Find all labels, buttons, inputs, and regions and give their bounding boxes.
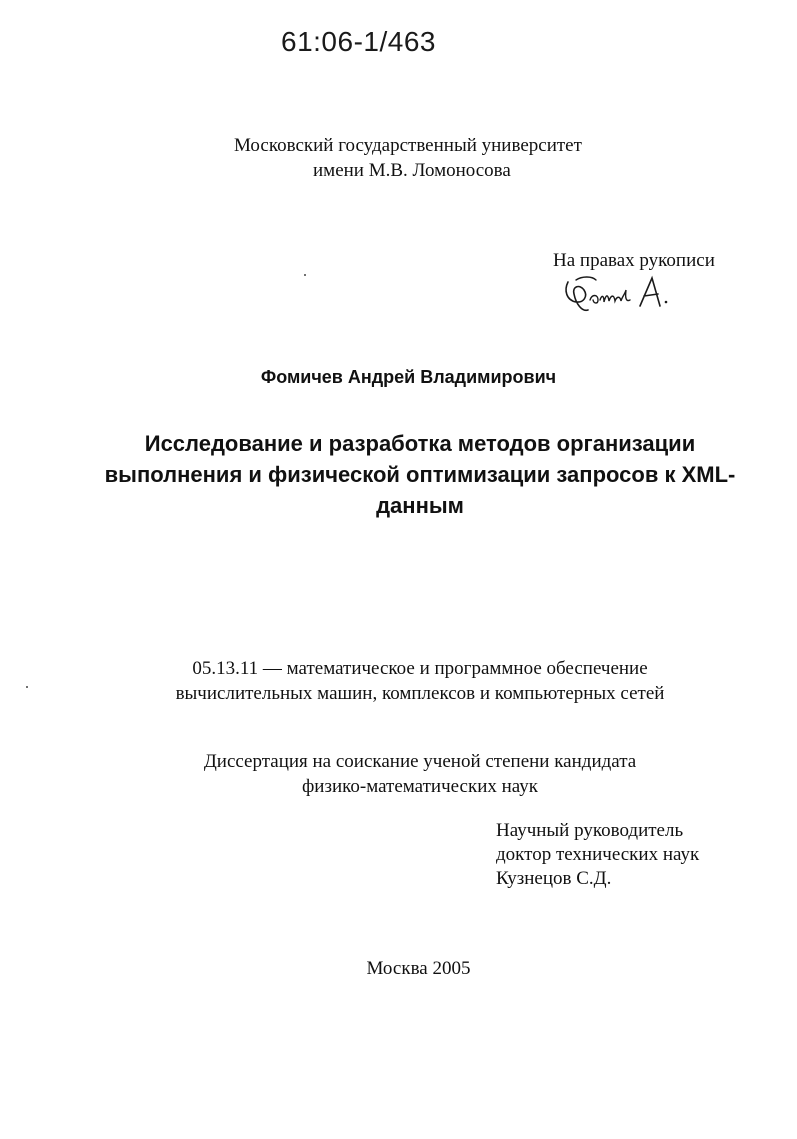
specialty-code — [140, 656, 700, 706]
degree-line-2: физико-математических наук — [301, 776, 539, 797]
specialty-line-1: 05.13.11 — математическое и программное обеспечение — [192, 658, 648, 679]
manuscript-rights-label: На правах рукописи — [553, 250, 715, 271]
degree-line-1: Диссертация на соискание ученой степени кандидата — [203, 751, 637, 772]
scan-speck — [26, 686, 28, 688]
university-name-dedication: имени М.В. Ломоносова — [313, 160, 511, 181]
advisor-degree: доктор технических наук — [496, 844, 700, 865]
advisor-role: Научный руководитель — [496, 820, 684, 841]
dissertation-title: Исследование и разработка методов организации выполнения и физической оптимизации запросов к XML-данным — [104, 431, 736, 518]
author-name: Фомичев Андрей Владимирович — [260, 367, 557, 387]
advisor-name: Кузнецов С.Д. — [496, 868, 612, 889]
city-and-year: Москва 2005 — [366, 958, 471, 979]
handwritten-signature — [562, 270, 682, 320]
university-name: Московский государственный университет — [234, 135, 582, 156]
catalog-number: 61:06-1/463 — [281, 26, 436, 57]
degree-statement — [140, 749, 700, 799]
scan-speck — [304, 274, 306, 276]
scientific-advisor — [496, 819, 699, 891]
specialty-line-2: вычислительных машин, комплексов и компьютерных сетей — [175, 683, 665, 704]
